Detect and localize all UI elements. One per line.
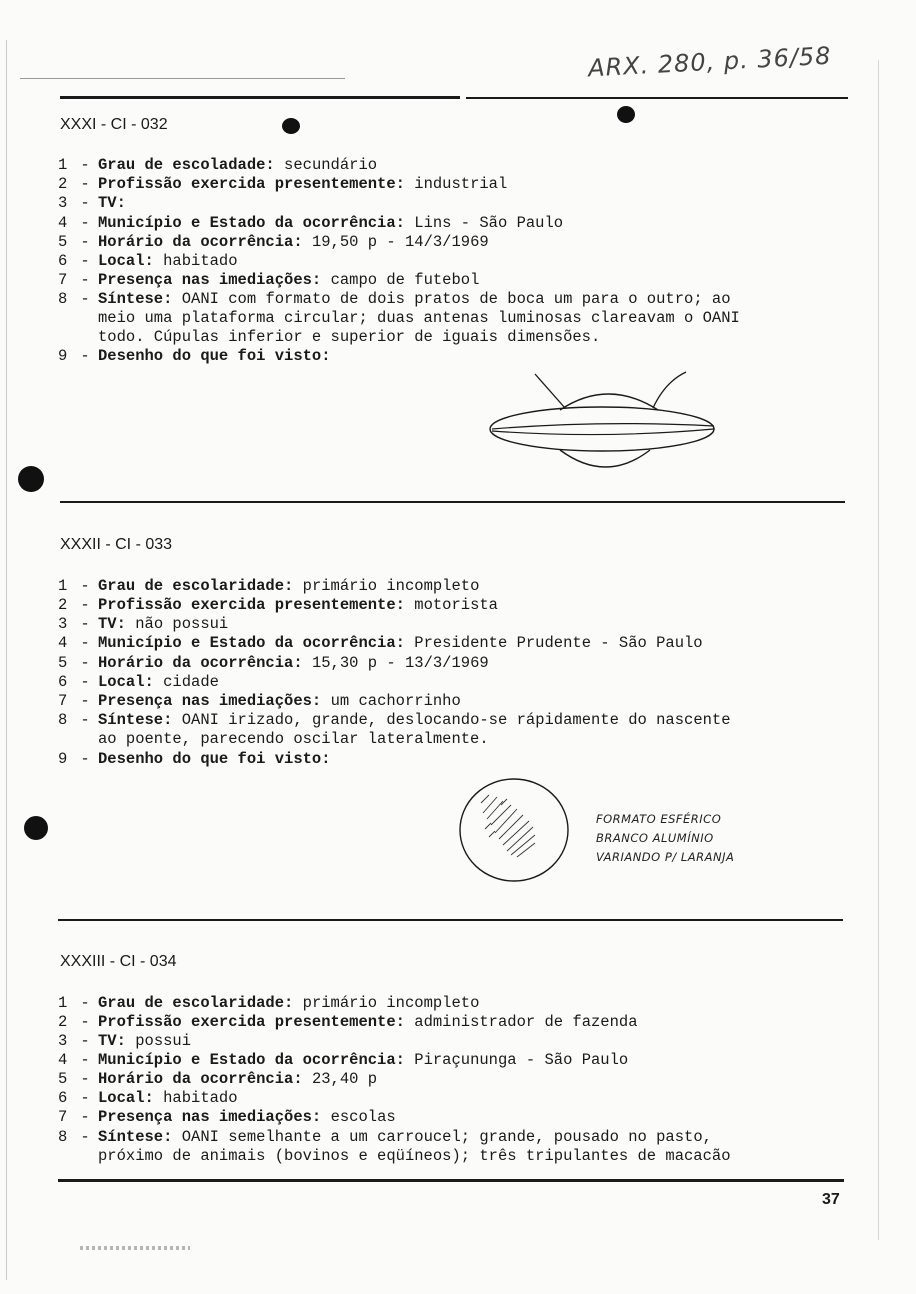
field-profession: 2 - Profissão exercida presentemente: industrial xyxy=(58,175,508,193)
field-time: 5 - Horário da ocorrência: 19,50 p - 14/3/1969 xyxy=(58,233,489,251)
field-value: não possui xyxy=(135,615,229,633)
field-number: 4 xyxy=(58,214,68,232)
field-number: 4 xyxy=(58,1051,68,1069)
field-label: Grau de escoladade: xyxy=(98,156,275,174)
field-tv: 3 - TV: possui xyxy=(58,1032,192,1050)
field-number: 7 xyxy=(58,1108,68,1126)
field-location: 4 - Município e Estado da ocorrência: Lins - São Paulo xyxy=(58,214,564,232)
top-rule xyxy=(60,96,460,99)
field-tv: 3 - TV: xyxy=(58,194,126,212)
field-value: campo de futebol xyxy=(330,271,480,289)
field-surroundings: 7 - Presença nas imediações: um cachorrinho xyxy=(58,692,461,710)
section-id: XXXI - CI - 032 xyxy=(60,116,168,133)
field-label: Grau de escolaridade: xyxy=(98,994,294,1012)
section-divider xyxy=(60,501,845,503)
footer-rule xyxy=(58,1179,844,1182)
field-value: primário incompleto xyxy=(302,994,480,1012)
field-number: 8 xyxy=(58,711,68,729)
section-divider xyxy=(58,919,843,921)
field-number: 1 xyxy=(58,994,68,1012)
field-number: 8 xyxy=(58,290,68,308)
field-number: 1 xyxy=(58,577,68,595)
field-label: TV: xyxy=(98,194,126,212)
ufo-sketch xyxy=(480,360,730,475)
field-tv: 3 - TV: não possui xyxy=(58,615,229,633)
field-number: 4 xyxy=(58,634,68,652)
field-value: um cachorrinho xyxy=(330,692,461,710)
field-value: secundário xyxy=(284,156,378,174)
field-place: 6 - Local: habitado xyxy=(58,252,238,270)
field-number: 2 xyxy=(58,596,68,614)
field-time: 5 - Horário da ocorrência: 23,40 p xyxy=(58,1070,378,1088)
field-number: 5 xyxy=(58,654,68,672)
drawing-note: BRANCO ALUMÍNIO xyxy=(596,831,714,845)
field-number: 6 xyxy=(58,252,68,270)
field-label: Desenho do que foi visto: xyxy=(98,347,331,365)
field-label: TV: xyxy=(98,615,126,633)
sphere-sketch xyxy=(455,775,575,887)
field-drawing: 9 - Desenho do que foi visto: xyxy=(58,750,331,768)
field-label: Horário da ocorrência: xyxy=(98,233,303,251)
punch-hole xyxy=(18,466,44,492)
field-time: 5 - Horário da ocorrência: 15,30 p - 13/3/1969 xyxy=(58,654,489,672)
field-synthesis: 8 - Síntese: OANI irizado, grande, deslocando-se rápidamente do nascente xyxy=(58,711,731,729)
field-label: Grau de escolaridade: xyxy=(98,577,294,595)
section-id: XXXIII - CI - 034 xyxy=(60,953,177,970)
punch-hole xyxy=(24,816,48,840)
field-label: Horário da ocorrência: xyxy=(98,1070,303,1088)
field-number: 3 xyxy=(58,194,68,212)
field-label: Profissão exercida presentemente: xyxy=(98,596,405,614)
drawing-note: VARIANDO P/ LARANJA xyxy=(596,850,735,864)
field-number: 2 xyxy=(58,1013,68,1031)
field-number: 1 xyxy=(58,156,68,174)
top-rule xyxy=(466,97,848,99)
field-place: 6 - Local: cidade xyxy=(58,673,219,691)
synthesis-continuation: ao poente, parecendo oscilar lateralmente. xyxy=(98,730,489,748)
synthesis-continuation: todo. Cúpulas inferior e superior de iguais dimensões. xyxy=(98,328,601,346)
field-value: 19,50 p - 14/3/1969 xyxy=(311,233,489,251)
field-value: motorista xyxy=(414,596,498,614)
field-label: Local: xyxy=(98,673,154,691)
field-synthesis: 8 - Síntese: OANI semelhante a um carroucel; grande, pousado no pasto, xyxy=(58,1128,712,1146)
field-value: 23,40 p xyxy=(311,1070,378,1088)
faint-rule xyxy=(20,78,345,79)
section-id: XXXII - CI - 033 xyxy=(60,536,173,553)
field-value: escolas xyxy=(330,1108,396,1126)
field-value: possui xyxy=(135,1032,192,1050)
field-label: Síntese: xyxy=(98,1128,173,1146)
field-drawing: 9 - Desenho do que foi visto: xyxy=(58,347,331,365)
field-number: 7 xyxy=(58,271,68,289)
archive-reference: ARX. 280, p. 36/58 xyxy=(587,41,833,83)
field-number: 8 xyxy=(58,1128,68,1146)
field-label: Presença nas imediações: xyxy=(98,271,322,289)
field-surroundings: 7 - Presença nas imediações: escolas xyxy=(58,1108,396,1126)
punch-hole xyxy=(282,118,300,134)
field-number: 9 xyxy=(58,347,68,365)
synthesis-continuation: próximo de animais (bovinos e eqüíneos); três tripulantes de macacão xyxy=(98,1147,731,1165)
field-value: cidade xyxy=(163,673,219,691)
field-label: Local: xyxy=(98,252,154,270)
field-label: Profissão exercida presentemente: xyxy=(98,175,405,193)
field-education: 1 - Grau de escolaridade: primário incompleto xyxy=(58,577,480,595)
punch-hole xyxy=(617,106,635,123)
field-number: 5 xyxy=(58,1070,68,1088)
field-number: 3 xyxy=(58,1032,68,1050)
field-label: Município e Estado da ocorrência: xyxy=(98,634,405,652)
field-value: OANI irizado, grande, deslocando-se rápidamente do nascente xyxy=(181,711,731,729)
field-value: administrador de fazenda xyxy=(414,1013,638,1031)
field-value: primário incompleto xyxy=(302,577,480,595)
field-number: 6 xyxy=(58,1089,68,1107)
page-number: 37 xyxy=(822,1191,840,1208)
field-number: 7 xyxy=(58,692,68,710)
field-number: 6 xyxy=(58,673,68,691)
field-label: Profissão exercida presentemente: xyxy=(98,1013,405,1031)
field-value: Presidente Prudente - São Paulo xyxy=(414,634,703,652)
field-profession: 2 - Profissão exercida presentemente: administrador de fazenda xyxy=(58,1013,638,1031)
field-location: 4 - Município e Estado da ocorrência: Piraçununga - São Paulo xyxy=(58,1051,629,1069)
field-value: Piraçununga - São Paulo xyxy=(414,1051,629,1069)
field-label: TV: xyxy=(98,1032,126,1050)
field-place: 6 - Local: habitado xyxy=(58,1089,238,1107)
field-number: 2 xyxy=(58,175,68,193)
field-value: industrial xyxy=(414,175,508,193)
field-value: OANI semelhante a um carroucel; grande, pousado no pasto, xyxy=(181,1128,712,1146)
field-synthesis: 8 - Síntese: OANI com formato de dois pratos de boca um para o outro; ao xyxy=(58,290,731,308)
field-label: Presença nas imediações: xyxy=(98,692,322,710)
field-label: Desenho do que foi visto: xyxy=(98,750,331,768)
field-label: Município e Estado da ocorrência: xyxy=(98,214,405,232)
field-value: OANI com formato de dois pratos de boca um para o outro; ao xyxy=(181,290,731,308)
scan-artifact xyxy=(80,1246,190,1250)
field-label: Síntese: xyxy=(98,711,173,729)
page-edge xyxy=(878,60,879,1240)
field-value: habitado xyxy=(163,1089,238,1107)
field-surroundings: 7 - Presença nas imediações: campo de futebol xyxy=(58,271,480,289)
field-label: Presença nas imediações: xyxy=(98,1108,322,1126)
synthesis-continuation: meio uma plataforma circular; duas antenas luminosas clareavam o OANI xyxy=(98,309,740,327)
field-number: 3 xyxy=(58,615,68,633)
field-number: 5 xyxy=(58,233,68,251)
field-value: Lins - São Paulo xyxy=(414,214,564,232)
field-location: 4 - Município e Estado da ocorrência: Presidente Prudente - São Paulo xyxy=(58,634,703,652)
field-education: 1 - Grau de escoladade: secundário xyxy=(58,156,378,174)
field-label: Local: xyxy=(98,1089,154,1107)
field-number: 9 xyxy=(58,750,68,768)
field-label: Síntese: xyxy=(98,290,173,308)
field-profession: 2 - Profissão exercida presentemente: motorista xyxy=(58,596,498,614)
drawing-note: FORMATO ESFÉRICO xyxy=(596,812,722,826)
field-label: Horário da ocorrência: xyxy=(98,654,303,672)
page-edge xyxy=(6,40,7,1280)
field-value: 15,30 p - 13/3/1969 xyxy=(311,654,489,672)
field-label: Município e Estado da ocorrência: xyxy=(98,1051,405,1069)
field-education: 1 - Grau de escolaridade: primário incompleto xyxy=(58,994,480,1012)
field-value: habitado xyxy=(163,252,238,270)
